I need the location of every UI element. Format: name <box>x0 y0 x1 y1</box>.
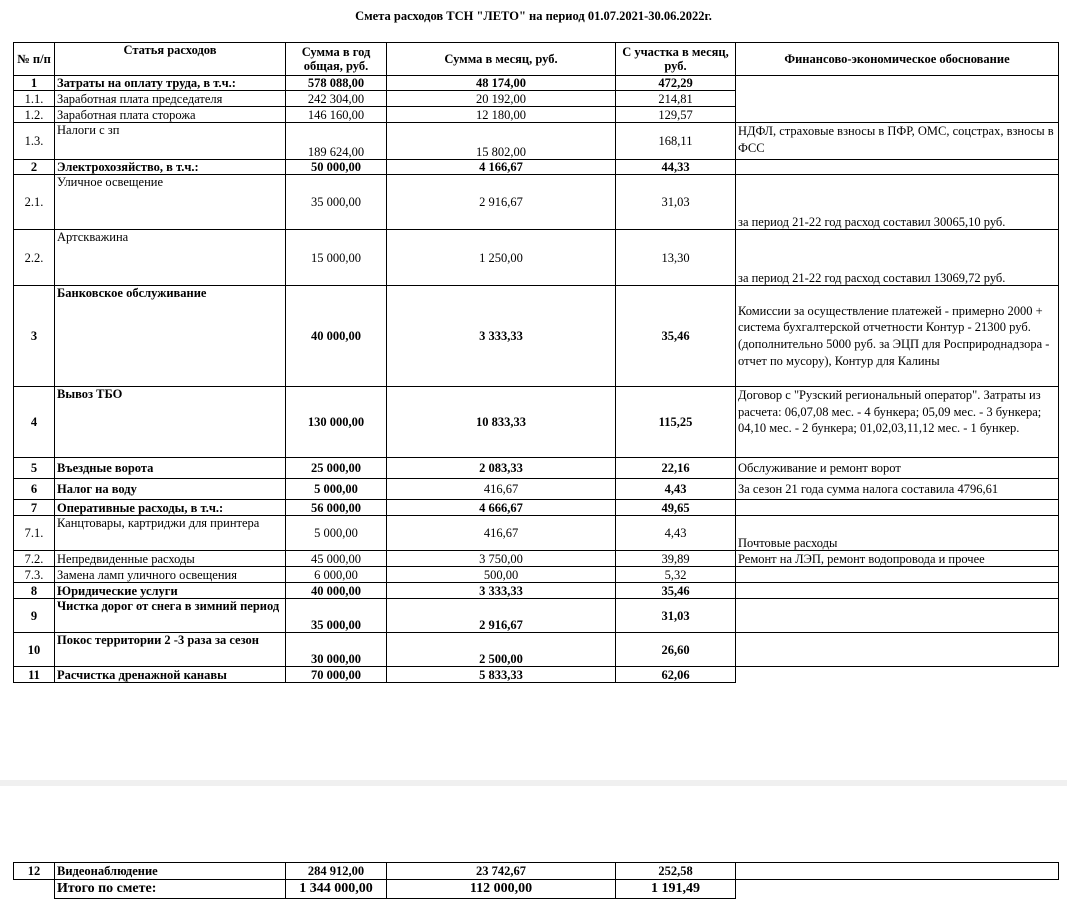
row-num: 11 <box>14 667 55 683</box>
row-reason: Обслуживание и ремонт ворот <box>736 458 1059 479</box>
row-reason <box>736 500 1059 516</box>
row-num: 7.2. <box>14 551 55 567</box>
table-row <box>14 863 1059 880</box>
table-row <box>14 123 1059 160</box>
row-item: Затраты на оплату труда, в т.ч.: <box>55 76 286 91</box>
row-plot: 115,25 <box>616 387 736 458</box>
row-num: 5 <box>14 458 55 479</box>
table-row <box>14 633 1059 667</box>
row-plot: 4,43 <box>616 516 736 551</box>
row-reason: за период 21-22 год расход составил 13069,72 руб. <box>736 230 1059 286</box>
row-num: 7.3. <box>14 567 55 583</box>
row-plot: 49,65 <box>616 500 736 516</box>
row-year: 284 912,00 <box>286 863 387 880</box>
row-plot: 62,06 <box>616 667 736 683</box>
table-row <box>14 160 1059 175</box>
table-row <box>14 230 1059 286</box>
row-plot: 5,32 <box>616 567 736 583</box>
row-year: 30 000,00 <box>286 633 387 667</box>
row-reason: Почтовые расходы <box>736 516 1059 551</box>
row-month: 23 742,67 <box>387 863 616 880</box>
row-item: Въездные ворота <box>55 458 286 479</box>
row-num: 1 <box>14 76 55 91</box>
header-plot: С участка в месяц, руб. <box>616 43 736 76</box>
row-item: Заработная плата сторожа <box>55 107 286 123</box>
row-num: 7.1. <box>14 516 55 551</box>
table-row <box>14 458 1059 479</box>
total-plot: 1 191,49 <box>616 880 736 899</box>
row-plot: 26,60 <box>616 633 736 667</box>
row-item: Чистка дорог от снега в зимний период <box>55 599 286 633</box>
row-year: 25 000,00 <box>286 458 387 479</box>
row-plot: 35,46 <box>616 286 736 387</box>
row-plot: 31,03 <box>616 175 736 230</box>
row-month: 12 180,00 <box>387 107 616 123</box>
row-item: Вывоз ТБО <box>55 387 286 458</box>
row-month: 500,00 <box>387 567 616 583</box>
row-plot: 35,46 <box>616 583 736 599</box>
row-year: 70 000,00 <box>286 667 387 683</box>
row-num: 12 <box>14 863 55 880</box>
budget-table <box>13 42 1059 683</box>
row-month: 4 666,67 <box>387 500 616 516</box>
row-reason <box>736 863 1059 880</box>
row-year: 130 000,00 <box>286 387 387 458</box>
row-month: 2 500,00 <box>387 633 616 667</box>
row-month: 2 916,67 <box>387 175 616 230</box>
row-plot: 22,16 <box>616 458 736 479</box>
table-row <box>14 479 1059 500</box>
row-num: 4 <box>14 387 55 458</box>
row-reason <box>736 633 1059 667</box>
row-item: Замена ламп уличного освещения <box>55 567 286 583</box>
row-num: 2.2. <box>14 230 55 286</box>
table-row <box>14 551 1059 567</box>
row-item: Непредвиденные расходы <box>55 551 286 567</box>
bottom-table <box>13 862 1059 899</box>
total-label: Итого по смете: <box>55 880 286 899</box>
row-reason <box>736 583 1059 599</box>
row-item: Налоги с зп <box>55 123 286 160</box>
row-reason: Комиссии за осуществление платежей - примерно 2000 + система бухгалтерской отчетности Контур - 21300 руб. (дополнительно 5000 руб. за ЭЦП для Росприроднадзора - отчет по мусору), Контур для Калины <box>736 286 1059 387</box>
row-item: Видеонаблюдение <box>55 863 286 880</box>
row-item: Уличное освещение <box>55 175 286 230</box>
row-item: Банковское обслуживание <box>55 286 286 387</box>
row-item: Канцтовары, картриджи для принтера <box>55 516 286 551</box>
row-num: 3 <box>14 286 55 387</box>
row-month: 20 192,00 <box>387 91 616 107</box>
row-num: 1.3. <box>14 123 55 160</box>
total-year: 1 344 000,00 <box>286 880 387 899</box>
row-plot: 4,43 <box>616 479 736 500</box>
row-year: 35 000,00 <box>286 175 387 230</box>
row-year: 40 000,00 <box>286 583 387 599</box>
row-plot: 214,81 <box>616 91 736 107</box>
total-row <box>14 880 1059 899</box>
row-num: 2.1. <box>14 175 55 230</box>
row-reason: Ремонт на ЛЭП, ремонт водопровода и прочее <box>736 551 1059 567</box>
row-plot: 31,03 <box>616 599 736 633</box>
row-reason <box>736 667 1059 683</box>
table-row <box>14 599 1059 633</box>
row-year: 5 000,00 <box>286 516 387 551</box>
row-num: 7 <box>14 500 55 516</box>
row-month: 15 802,00 <box>387 123 616 160</box>
row-year: 6 000,00 <box>286 567 387 583</box>
row-num: 10 <box>14 633 55 667</box>
row-month: 48 174,00 <box>387 76 616 91</box>
row-month: 2 916,67 <box>387 599 616 633</box>
header-year: Сумма в год общая, руб. <box>286 43 387 76</box>
table-row <box>14 387 1059 458</box>
row-plot: 472,29 <box>616 76 736 91</box>
row-reason <box>736 76 1059 123</box>
row-num: 1.1. <box>14 91 55 107</box>
row-item: Заработная плата председателя <box>55 91 286 107</box>
row-year: 146 160,00 <box>286 107 387 123</box>
row-month: 2 083,33 <box>387 458 616 479</box>
row-year: 45 000,00 <box>286 551 387 567</box>
row-item: Артскважина <box>55 230 286 286</box>
row-reason: За сезон 21 года сумма налога составила 4796,61 <box>736 479 1059 500</box>
row-year: 578 088,00 <box>286 76 387 91</box>
row-month: 3 750,00 <box>387 551 616 567</box>
total-spacer <box>14 880 55 899</box>
row-reason: за период 21-22 год расход составил 30065,10 руб. <box>736 175 1059 230</box>
row-num: 9 <box>14 599 55 633</box>
row-year: 40 000,00 <box>286 286 387 387</box>
row-item: Налог на воду <box>55 479 286 500</box>
table-row <box>14 583 1059 599</box>
table-row <box>14 500 1059 516</box>
row-item: Юридические услуги <box>55 583 286 599</box>
table-row <box>14 76 1059 91</box>
row-plot: 252,58 <box>616 863 736 880</box>
row-num: 6 <box>14 479 55 500</box>
row-month: 3 333,33 <box>387 286 616 387</box>
row-year: 50 000,00 <box>286 160 387 175</box>
row-reason: Договор с "Рузский региональный оператор". Затраты из расчета: 06,07,08 мес. - 4 бункера; 05,09 мес. - 3 бункера; 04,10 мес. - 2 бункера; 01,02,03,11,12 мес. - 1 бункер. <box>736 387 1059 458</box>
row-year: 5 000,00 <box>286 479 387 500</box>
row-num: 2 <box>14 160 55 175</box>
header-row <box>14 43 1059 76</box>
row-reason <box>736 567 1059 583</box>
row-year: 189 624,00 <box>286 123 387 160</box>
row-year: 242 304,00 <box>286 91 387 107</box>
row-plot: 129,57 <box>616 107 736 123</box>
header-num: № п/п <box>14 43 55 76</box>
total-reason-empty <box>736 880 1059 899</box>
row-month: 416,67 <box>387 516 616 551</box>
row-item: Расчистка дренажной канавы <box>55 667 286 683</box>
row-num: 8 <box>14 583 55 599</box>
row-month: 416,67 <box>387 479 616 500</box>
table-row <box>14 667 1059 683</box>
row-year: 15 000,00 <box>286 230 387 286</box>
page-break <box>0 780 1067 786</box>
document-title: Смета расходов ТСН "ЛЕТО" на период 01.07.2021-30.06.2022г. <box>355 9 712 23</box>
row-item: Покос территории 2 -3 раза за сезон <box>55 633 286 667</box>
row-month: 5 833,33 <box>387 667 616 683</box>
row-month: 1 250,00 <box>387 230 616 286</box>
row-year: 35 000,00 <box>286 599 387 633</box>
header-month: Сумма в месяц, руб. <box>387 43 616 76</box>
row-plot: 44,33 <box>616 160 736 175</box>
row-item: Электрохозяйство, в т.ч.: <box>55 160 286 175</box>
row-item: Оперативные расходы, в т.ч.: <box>55 500 286 516</box>
row-num: 1.2. <box>14 107 55 123</box>
row-month: 3 333,33 <box>387 583 616 599</box>
table-row <box>14 286 1059 387</box>
row-reason: НДФЛ, страховые взносы в ПФР, ОМС, соцстрах, взносы в ФСС <box>736 123 1059 160</box>
row-plot: 39,89 <box>616 551 736 567</box>
row-plot: 168,11 <box>616 123 736 160</box>
table-row <box>14 516 1059 551</box>
header-item: Статья расходов <box>55 43 286 76</box>
header-reason: Финансово-экономическое обоснование <box>736 43 1059 76</box>
table-row <box>14 175 1059 230</box>
row-month: 4 166,67 <box>387 160 616 175</box>
row-reason <box>736 599 1059 633</box>
row-month: 10 833,33 <box>387 387 616 458</box>
row-plot: 13,30 <box>616 230 736 286</box>
row-year: 56 000,00 <box>286 500 387 516</box>
total-month: 112 000,00 <box>387 880 616 899</box>
row-reason <box>736 160 1059 175</box>
table-row <box>14 567 1059 583</box>
